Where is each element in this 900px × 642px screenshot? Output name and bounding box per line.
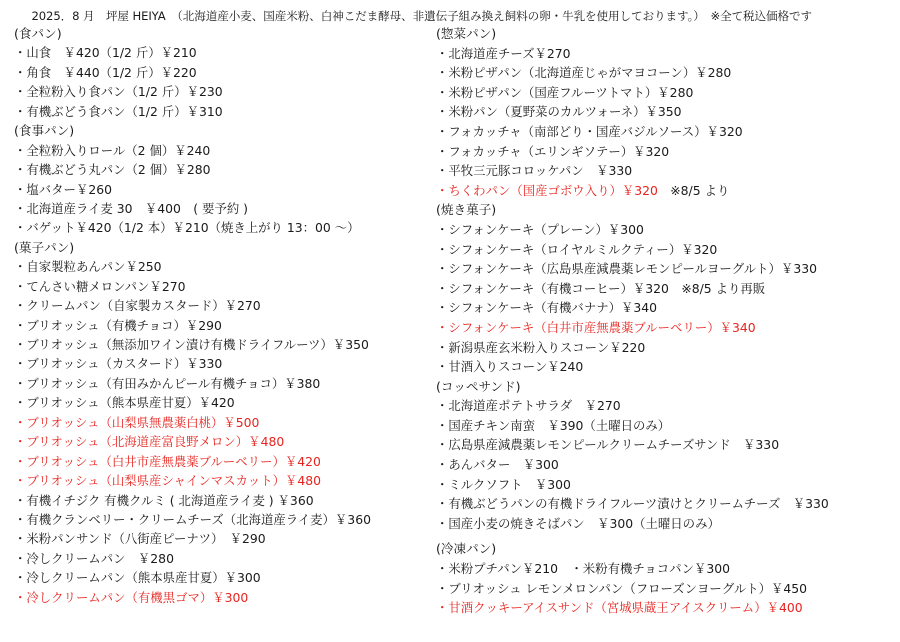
menu-category-heading bbox=[14, 121, 434, 140]
menu-column-left bbox=[14, 24, 434, 607]
menu-item bbox=[14, 568, 434, 587]
menu-item bbox=[436, 298, 896, 318]
menu-item-text: ・有機クランベリー・クリームチーズ（北海道産ライ麦）￥360 bbox=[14, 511, 371, 527]
menu-item bbox=[14, 510, 434, 529]
menu-item bbox=[436, 416, 896, 436]
menu-item bbox=[14, 432, 434, 451]
menu-item-text: ・ブリオッシュ（有機チョコ）￥290 bbox=[14, 317, 222, 333]
menu-item bbox=[436, 259, 896, 279]
menu-item-text: ・ちくわパン（国産ゴボウ入り）￥320 bbox=[436, 182, 658, 198]
menu-item bbox=[436, 181, 896, 201]
menu-category-heading bbox=[14, 24, 434, 43]
menu-category-heading bbox=[14, 238, 434, 257]
menu-item bbox=[14, 160, 434, 179]
menu-item bbox=[14, 82, 434, 101]
menu-item-text: ・北海道産ライ麦 30 ￥400 ( 要予約 ) bbox=[14, 200, 248, 216]
menu-item bbox=[14, 471, 434, 490]
menu-item bbox=[14, 491, 434, 510]
menu-item bbox=[14, 180, 434, 199]
menu-item-text: ・ブリオッシュ（カスタード）￥330 bbox=[14, 356, 223, 372]
menu-item-text: ・米粉パンサンド（八街産ピーナツ） ￥290 bbox=[14, 531, 266, 547]
menu-item-text: (食パン) bbox=[14, 26, 62, 41]
menu-item-text: (コッペサンド) bbox=[436, 378, 521, 394]
menu-item-text: ・フォカッチャ（南部どり・国産バジルソース）￥320 bbox=[436, 123, 743, 139]
menu-item-text: ・甘酒クッキーアイスサンド（宮城県蔵王アイスクリーム）￥400 bbox=[436, 600, 803, 616]
menu-item bbox=[14, 296, 434, 315]
menu-item bbox=[436, 338, 896, 358]
menu-item-text: ・ブリオッシュ（白井市産無農薬ブルーベリー）￥420 bbox=[14, 453, 321, 469]
menu-item bbox=[436, 559, 896, 579]
menu-item-text: ・北海道産ポテトサラダ ￥270 bbox=[436, 398, 621, 414]
menu-item-text: ・有機ぶどうパンの有機ドライフルーツ漬けとクリームチーズ ￥330 bbox=[436, 496, 829, 512]
menu-item bbox=[436, 455, 896, 475]
menu-item-text: ・有機ぶどう食パン（1/2 斤）￥310 bbox=[14, 103, 223, 119]
menu-item-text: ・全粒粉入り食パン（1/2 斤）￥230 bbox=[14, 84, 223, 100]
menu-item bbox=[14, 277, 434, 296]
menu-item-text: ・ブリオッシュ レモンメロンパン（フローズンヨーグルト）￥450 bbox=[436, 580, 808, 596]
menu-item-text: ・冷しクリームパン（有機黒ゴマ）￥300 bbox=[14, 589, 249, 605]
menu-item bbox=[436, 475, 896, 495]
menu-item-text: ・有機イチジク 有機クルミ ( 北海道産ライ麦 ) ￥360 bbox=[14, 492, 314, 508]
menu-item-text: ・ブリオッシュ（有田みかんピール有機チョコ）￥380 bbox=[14, 375, 321, 391]
menu-item bbox=[14, 549, 434, 568]
menu-item-text: (惣菜パン) bbox=[436, 26, 497, 41]
menu-item-text: ・新潟県産玄米粉入りスコーン￥220 bbox=[436, 339, 646, 355]
menu-item-text: ・塩バター￥260 bbox=[14, 181, 112, 197]
menu-item-text: ・バゲット￥420（1/2 本）￥210（焼き上がり 13：00 ～） bbox=[14, 220, 360, 236]
menu-item-text: ・あんバター ￥300 bbox=[436, 457, 559, 473]
menu-item bbox=[14, 257, 434, 276]
menu-item-text: ・クリームパン（自家製カスタード）￥270 bbox=[14, 298, 261, 314]
menu-item bbox=[436, 579, 896, 599]
menu-item-text: (菓子パン) bbox=[14, 239, 75, 255]
menu-item bbox=[14, 413, 434, 432]
menu-category-heading bbox=[436, 377, 896, 397]
menu-item-text: ・シフォンケーキ（有機バナナ）￥340 bbox=[436, 300, 658, 316]
menu-item bbox=[436, 598, 896, 618]
menu-item-text: ・冷しクリームパン ￥280 bbox=[14, 550, 174, 566]
menu-item bbox=[436, 63, 896, 83]
menu-item bbox=[14, 529, 434, 548]
menu-item-text: (焼き菓子) bbox=[436, 202, 497, 218]
menu-item-text: ・シフォンケーキ（白井市産無農薬ブルーベリー）￥340 bbox=[436, 319, 756, 335]
menu-item bbox=[14, 316, 434, 335]
menu-item bbox=[14, 63, 434, 82]
menu-item bbox=[14, 335, 434, 354]
menu-item bbox=[436, 122, 896, 142]
menu-item-text: ・有機ぶどう丸パン（2 個）￥280 bbox=[14, 162, 211, 178]
menu-item bbox=[436, 514, 896, 534]
menu-item bbox=[436, 435, 896, 455]
menu-item-text: ・角食 ￥440（1/2 斤）￥220 bbox=[14, 64, 197, 80]
menu-item-text: ・平牧三元豚コロッケパン ￥330 bbox=[436, 163, 633, 179]
menu-item bbox=[436, 240, 896, 260]
menu-category-heading bbox=[436, 539, 896, 559]
menu-item-text: ・シフォンケーキ（ロイヤルミルクティー）￥320 bbox=[436, 241, 718, 257]
menu-item-text: ・シフォンケーキ（広島県産減農薬レモンピールヨーグルト）￥330 bbox=[436, 261, 817, 277]
menu-item bbox=[436, 279, 896, 299]
menu-item-text: ・ブリオッシュ（山梨県産シャインマスカット）￥480 bbox=[14, 473, 322, 489]
menu-item-text: ・ブリオッシュ（北海道産富良野メロン）￥480 bbox=[14, 434, 285, 450]
menu-item-text: ・てんさい糖メロンパン￥270 bbox=[14, 278, 186, 294]
menu-item-note: ※8/5 より bbox=[657, 182, 730, 198]
menu-category-heading bbox=[436, 24, 896, 44]
menu-item bbox=[14, 354, 434, 373]
menu-item-text: (冷凍パン) bbox=[436, 541, 497, 557]
menu-item-text: (食事パン) bbox=[14, 123, 75, 139]
menu-item bbox=[436, 161, 896, 181]
menu-item-text: ・山食 ￥420（1/2 斤）￥210 bbox=[14, 45, 197, 61]
menu-item bbox=[436, 102, 896, 122]
menu-item bbox=[14, 102, 434, 121]
menu-category-heading bbox=[436, 200, 896, 220]
menu-item bbox=[436, 142, 896, 162]
menu-item-text: ・自家製粒あんパン￥250 bbox=[14, 259, 162, 275]
menu-item bbox=[14, 374, 434, 393]
menu-item bbox=[436, 220, 896, 240]
menu-item-text: ・フォカッチャ（エリンギソテー）￥320 bbox=[436, 143, 670, 159]
menu-item-text: ・全粒粉入りロール（2 個）￥240 bbox=[14, 142, 211, 158]
menu-item bbox=[14, 43, 434, 62]
menu-item-text: ・米粉ピザパン（国産フルーツトマト）￥280 bbox=[436, 84, 694, 100]
menu-item bbox=[436, 494, 896, 514]
menu-item-text: ・ブリオッシュ（山梨県無農薬白桃）￥500 bbox=[14, 414, 260, 430]
menu-item-text: ・ミルクソフト ￥300 bbox=[436, 476, 571, 492]
menu-item-text: ・北海道産チーズ￥270 bbox=[436, 45, 571, 61]
menu-column-right bbox=[436, 24, 896, 618]
menu-item bbox=[436, 83, 896, 103]
menu-item-text: ・米粉パン（夏野菜のカルツォーネ）￥350 bbox=[436, 104, 682, 120]
menu-item bbox=[436, 396, 896, 416]
menu-item bbox=[14, 393, 434, 412]
menu-item bbox=[14, 141, 434, 160]
menu-item-text: ・冷しクリームパン（熊本県産甘夏）￥300 bbox=[14, 570, 261, 586]
menu-item-text: ・国産小麦の焼きそばパン ￥300（土曜日のみ） bbox=[436, 515, 720, 531]
page-header: 2025．8 月 坪屋 HEIYA （北海道産小麦、国産米粉、白神こだま酵母、非遺伝子組み換え飼料の卵・牛乳を使用しております。） ※全て税込価格です bbox=[20, 9, 813, 23]
menu-item-text: ・米粉プチパン￥210 ・米粉有機チョコパン￥300 bbox=[436, 561, 730, 577]
menu-item-text: ・広島県産減農薬レモンピールクリームチーズサンド ￥330 bbox=[436, 437, 780, 453]
menu-item bbox=[14, 452, 434, 471]
menu-item bbox=[14, 199, 434, 218]
menu-item bbox=[436, 318, 896, 338]
menu-item-text: ・甘酒入りスコーン￥240 bbox=[436, 359, 584, 375]
menu-item-text: ・ブリオッシュ（熊本県産甘夏）￥420 bbox=[14, 395, 235, 411]
menu-item-text: ・ブリオッシュ（無添加ワイン漬け有機ドライフルーツ）￥350 bbox=[14, 337, 369, 352]
menu-item bbox=[436, 357, 896, 377]
menu-item-text: ・シフォンケーキ（有機コーヒー）￥320 ※8/5 より再販 bbox=[436, 280, 766, 296]
menu-item bbox=[436, 44, 896, 64]
menu-item-text: ・米粉ピザパン（北海道産じゃがマヨコーン）￥280 bbox=[436, 65, 732, 81]
menu-item bbox=[14, 218, 434, 237]
menu-item bbox=[14, 588, 434, 607]
menu-item-text: ・国産チキン南蛮 ￥390（土曜日のみ） bbox=[436, 417, 671, 433]
menu-item-text: ・シフォンケーキ（プレーン）￥300 bbox=[436, 221, 644, 237]
